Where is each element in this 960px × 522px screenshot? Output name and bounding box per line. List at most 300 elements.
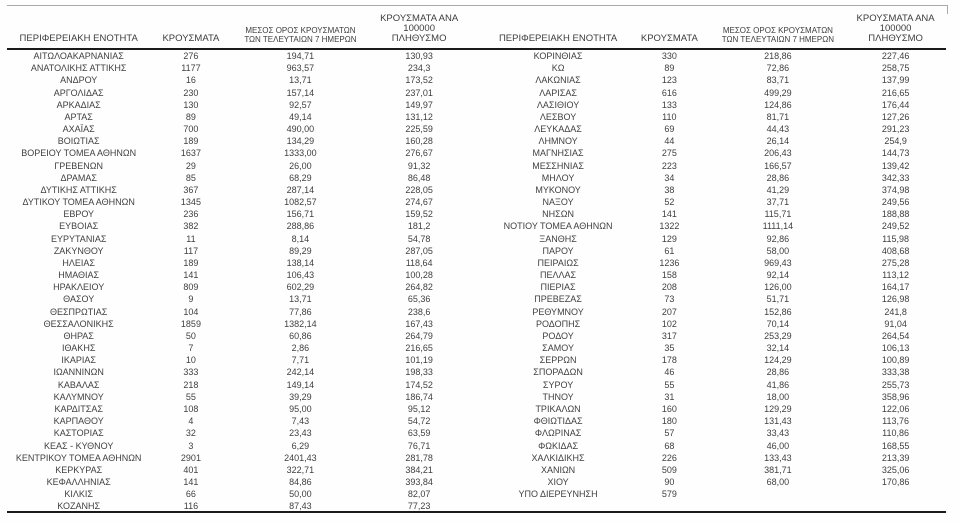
cases-cell: 104 — [183, 306, 199, 317]
table-row — [8, 111, 470, 123]
cases-cell: 35 — [664, 343, 675, 354]
header-per-100k — [845, 14, 946, 44]
avg7-cell: 68,00 — [766, 477, 790, 488]
per100k-cell: 287,05 — [405, 245, 433, 256]
per100k-cell: 254,9 — [884, 136, 907, 147]
table-row — [8, 269, 470, 281]
region-cell: ΦΩΚΙΔΑΣ — [538, 440, 579, 451]
region-cell: ΛΕΥΚΑΔΑΣ — [534, 124, 582, 135]
table-row — [488, 281, 946, 293]
per100k-cell: 249,52 — [881, 221, 910, 232]
cases-cell: 9 — [188, 294, 194, 305]
per100k-cell: 126,98 — [881, 294, 910, 305]
avg7-cell: 287,14 — [286, 184, 315, 195]
cases-cell: 330 — [661, 51, 677, 61]
per100k-cell: 95,12 — [407, 403, 431, 414]
avg7-cell: 92,86 — [766, 233, 790, 244]
header-per-100k-line1: ΚΡΟΥΣΜΑΤΑ ΑΝΑ 100000 — [380, 13, 459, 34]
top-border-line — [7, 5, 948, 6]
table-row — [488, 488, 946, 500]
table-row — [8, 306, 470, 318]
per100k-cell: 264,82 — [405, 282, 433, 293]
avg7-cell: 206,43 — [764, 148, 792, 159]
per100k-cell: 122,06 — [881, 403, 910, 414]
header-per-100k-line1: ΚΡΟΥΣΜΑΤΑ ΑΝΑ 100000 — [856, 13, 935, 34]
avg7-cell: 2,86 — [291, 343, 310, 354]
cases-cell: 180 — [661, 416, 677, 427]
table-row — [488, 62, 946, 74]
table-row — [8, 123, 470, 135]
avg7-cell: 2401,43 — [284, 452, 317, 463]
region-cell: ΘΑΣΟΥ — [63, 294, 95, 305]
table-row — [8, 379, 470, 391]
table-row — [488, 342, 946, 354]
region-cell: ΝΑΞΟΥ — [542, 197, 574, 208]
avg7-cell: 156,71 — [286, 209, 315, 220]
avg7-cell: 134,29 — [286, 136, 315, 147]
table-row — [488, 172, 946, 184]
region-cell: ΚΕΦΑΛΛΗΝΙΑΣ — [46, 477, 111, 488]
table-row — [8, 330, 470, 342]
region-cell: ΠΕΙΡΑΙΩΣ — [537, 257, 579, 268]
region-cell: ΕΒΡΟΥ — [63, 209, 95, 220]
avg7-cell: 84,86 — [289, 477, 312, 488]
per100k-cell: 216,65 — [405, 343, 433, 354]
region-cell: ΘΕΣΣΑΛΟΝΙΚΗΣ — [43, 318, 114, 329]
cases-cell: 16 — [185, 75, 196, 86]
avg7-cell: 288,86 — [286, 221, 315, 232]
cases-cell: 32 — [185, 428, 196, 439]
cases-cell: 141 — [661, 209, 677, 220]
per100k-cell: 408,68 — [881, 245, 910, 256]
table-row — [8, 245, 470, 257]
per100k-cell: 173,52 — [405, 75, 433, 86]
table-row — [8, 488, 470, 500]
per100k-cell: 291,23 — [881, 124, 910, 135]
per100k-cell: 100,89 — [881, 355, 910, 366]
avg7-cell: 18,00 — [766, 391, 790, 402]
per100k-cell: 333,38 — [881, 367, 910, 378]
table-row — [8, 184, 470, 196]
table-row — [8, 135, 470, 147]
region-cell: ΚΕΝΤΡΙΚΟΥ ΤΟΜΕΑ ΑΘΗΝΩΝ — [15, 452, 142, 463]
avg7-cell: 83,71 — [766, 75, 790, 86]
cases-cell: 382 — [183, 221, 199, 232]
region-cell: ΚΟΡΙΝΘΙΑΣ — [533, 51, 583, 61]
cases-cell: 1859 — [180, 318, 201, 329]
region-cell: ΠΕΛΛΑΣ — [540, 270, 577, 281]
avg7-cell: 253,29 — [764, 330, 792, 341]
header-cases: ΚΡΟΥΣΜΑΤΑ — [640, 33, 698, 44]
per100k-cell: 100,28 — [405, 270, 433, 281]
avg7-cell: 49,14 — [289, 111, 312, 122]
per100k-cell: 228,05 — [405, 184, 433, 195]
per100k-cell: 149,97 — [405, 99, 433, 110]
region-cell: ΡΟΔΟΥ — [542, 330, 574, 341]
table-row — [488, 330, 946, 342]
region-cell: ΠΑΡΟΥ — [542, 245, 574, 256]
region-cell: ΔΥΤΙΚΗΣ ΑΤΤΙΚΗΣ — [40, 184, 117, 195]
cases-cell: 38 — [664, 184, 675, 195]
avg7-cell: 28,86 — [766, 172, 790, 183]
avg7-cell: 46,00 — [766, 440, 790, 451]
table-row — [488, 123, 946, 135]
cases-cell: 34 — [664, 172, 675, 183]
per100k-cell: 238,6 — [407, 306, 431, 317]
table-header-row — [8, 14, 470, 47]
header-underline — [7, 48, 946, 50]
cases-cell: 189 — [183, 136, 199, 147]
table-row — [488, 160, 946, 172]
region-cell: ΛΕΣΒΟΥ — [539, 111, 577, 122]
cases-cell: 108 — [183, 403, 199, 414]
cases-cell: 141 — [183, 477, 199, 488]
table-row — [8, 391, 470, 403]
table-row — [488, 379, 946, 391]
table-row — [488, 111, 946, 123]
per100k-cell: 225,59 — [405, 124, 433, 135]
per100k-cell: 113,76 — [882, 416, 910, 427]
region-cell: ΤΡΙΚΑΛΩΝ — [535, 403, 581, 414]
region-cell: ΗΡΑΚΛΕΙΟΥ — [53, 282, 105, 293]
region-cell: ΛΑΣΙΘΙΟΥ — [536, 99, 580, 110]
per100k-cell: 384,21 — [405, 464, 433, 475]
avg7-cell: 152,86 — [764, 306, 792, 317]
cases-cell: 1177 — [181, 63, 201, 74]
table-row — [8, 172, 470, 184]
header-region: ΠΕΡΙΦΕΡΕΙΑΚΗ ΕΝΟΤΗΤΑ — [498, 33, 618, 44]
per100k-cell: 118,64 — [405, 257, 433, 268]
avg7-cell: 32,14 — [766, 343, 790, 354]
cases-cell: 89 — [664, 63, 675, 74]
avg7-cell: 1382,14 — [284, 318, 317, 329]
region-cell: ΚΩ — [551, 63, 565, 74]
per100k-cell: 127,26 — [881, 111, 910, 122]
avg7-cell: 89,29 — [289, 245, 312, 256]
region-cell: ΘΕΣΠΡΩΤΙΑΣ — [49, 306, 108, 317]
avg7-cell: 124,86 — [764, 99, 792, 110]
avg7-cell: 129,29 — [764, 403, 792, 414]
region-cell: ΣΥΡΟΥ — [542, 379, 574, 390]
cases-cell: 50 — [185, 330, 196, 341]
table-row — [488, 391, 946, 403]
avg7-cell: 37,71 — [766, 197, 790, 208]
avg7-cell: 41,86 — [766, 379, 790, 390]
per100k-cell: 113,12 — [882, 270, 910, 281]
region-cell: ΝΗΣΩΝ — [542, 209, 574, 220]
per100k-cell: 167,43 — [405, 318, 433, 329]
per100k-cell: 281,78 — [405, 452, 433, 463]
avg7-cell: 166,57 — [764, 160, 792, 171]
per100k-cell: 227,46 — [881, 51, 910, 61]
avg7-cell: 963,57 — [286, 63, 315, 74]
table-row — [488, 208, 946, 220]
avg7-cell: 1333,00 — [284, 148, 317, 159]
avg7-cell: 115,71 — [764, 209, 792, 220]
cases-cell: 31 — [664, 391, 675, 402]
avg7-cell: 138,14 — [286, 257, 315, 268]
cases-cell: 73 — [664, 294, 675, 305]
region-cell: ΣΠΟΡΑΔΩΝ — [533, 367, 583, 378]
avg7-cell: 81,71 — [766, 111, 790, 122]
cases-cell: 52 — [664, 197, 675, 208]
region-cell: ΡΕΘΥΜΝΟΥ — [532, 306, 584, 317]
region-cell: ΣΕΡΡΩΝ — [539, 355, 577, 366]
avg7-cell: 149,14 — [286, 379, 315, 390]
avg7-cell: 26,00 — [289, 160, 312, 171]
avg7-cell: 58,00 — [766, 245, 790, 256]
cases-cell: 1322 — [659, 221, 680, 232]
per100k-cell: 181,2 — [407, 221, 431, 232]
cases-cell: 89 — [185, 111, 196, 122]
avg7-cell: 1082,57 — [284, 197, 317, 208]
region-cell: ΛΑΚΩΝΙΑΣ — [535, 75, 581, 86]
cases-cell: 275 — [661, 148, 677, 159]
region-cell: ΣΑΜΟΥ — [542, 343, 574, 354]
region-cell: ΜΥΚΟΝΟΥ — [535, 184, 581, 195]
avg7-cell: 7,71 — [291, 355, 310, 366]
cases-cell: 700 — [183, 124, 199, 135]
avg7-cell: 41,29 — [766, 184, 790, 195]
region-cell: ΦΘΙΩΤΙΔΑΣ — [533, 416, 583, 427]
region-cell: ΑΝΔΡΟΥ — [60, 75, 98, 86]
region-cell: ΖΑΚΥΝΘΟΥ — [53, 245, 104, 256]
region-cell: ΙΚΑΡΙΑΣ — [61, 355, 96, 366]
avg7-cell: 92,14 — [766, 270, 790, 281]
cases-cell: 1236 — [659, 257, 680, 268]
avg7-cell: 51,71 — [766, 294, 790, 305]
cases-cell: 68 — [664, 440, 675, 451]
cases-cell: 401 — [183, 464, 199, 475]
header-7day-average-line2: ΤΩΝ ΤΕΛΕΥΤΑΙΩΝ 7 ΗΜΕΡΩΝ — [244, 35, 357, 44]
cases-cell: 7 — [188, 343, 194, 354]
cases-cell: 1637 — [180, 148, 201, 159]
cases-cell: 55 — [185, 391, 196, 402]
per100k-cell: 139,42 — [881, 160, 910, 171]
avg7-cell: 13,71 — [289, 294, 312, 305]
table-row — [488, 184, 946, 196]
table-row — [488, 50, 946, 62]
cases-cell: 230 — [183, 87, 199, 98]
table-row — [8, 452, 470, 464]
avg7-cell: 50,00 — [289, 489, 312, 500]
per100k-cell: 264,79 — [405, 330, 433, 341]
table-row — [8, 220, 470, 232]
per100k-cell: 176,44 — [881, 99, 910, 110]
table-row — [8, 147, 470, 159]
cases-cell: 2901 — [180, 452, 201, 463]
avg7-cell: 242,14 — [286, 367, 315, 378]
region-cell: ΙΩΑΝΝΙΝΩΝ — [53, 367, 104, 378]
cases-cell: 317 — [661, 330, 677, 341]
cases-cell: 29 — [185, 160, 196, 171]
region-cell: ΦΛΩΡΙΝΑΣ — [534, 428, 582, 439]
per100k-cell: 274,67 — [405, 197, 433, 208]
avg7-cell: 23,43 — [289, 428, 312, 439]
table-row — [8, 50, 470, 62]
table-row — [8, 403, 470, 415]
header-per-100k — [368, 14, 470, 44]
table-row — [488, 220, 946, 232]
region-cell: ΛΗΜΝΟΥ — [538, 136, 578, 147]
region-cell: ΗΛΕΙΑΣ — [62, 257, 95, 268]
table-row — [488, 318, 946, 330]
table-row — [488, 440, 946, 452]
cases-cell: 223 — [661, 160, 677, 171]
table-row — [488, 403, 946, 415]
table-row — [8, 318, 470, 330]
avg7-cell: 44,43 — [766, 124, 790, 135]
region-cell: ΕΥΒΟΙΑΣ — [59, 221, 99, 232]
cases-cell: 57 — [664, 428, 675, 439]
per100k-cell: 255,73 — [881, 379, 910, 390]
avg7-cell: 969,43 — [764, 257, 792, 268]
cases-cell: 579 — [661, 489, 677, 500]
bottom-border-line — [7, 511, 946, 513]
per100k-cell: 82,07 — [407, 489, 431, 500]
per100k-cell: 137,99 — [881, 75, 910, 86]
region-cell: ΥΠΟ ΔΙΕΡΕΥΝΗΣΗ — [518, 489, 598, 500]
avg7-cell: 60,86 — [289, 330, 312, 341]
region-cell: ΑΡΚΑΔΙΑΣ — [56, 99, 101, 110]
per100k-cell: 65,36 — [407, 294, 431, 305]
per100k-cell: 258,75 — [881, 63, 910, 74]
avg7-cell: 106,43 — [286, 270, 315, 281]
cases-cell: 178 — [661, 355, 677, 366]
cases-cell: 133 — [661, 99, 677, 110]
cases-cell: 10 — [185, 355, 196, 366]
per100k-cell — [845, 488, 946, 500]
table-row — [8, 233, 470, 245]
header-7day-average-line2: ΤΩΝ ΤΕΛΕΥΤΑΙΩΝ 7 ΗΜΕΡΩΝ — [721, 35, 834, 44]
per100k-cell: 188,88 — [881, 209, 910, 220]
per100k-cell: 249,56 — [881, 197, 910, 208]
table-row — [488, 99, 946, 111]
cases-cell: 123 — [661, 75, 677, 86]
per100k-cell: 393,84 — [405, 477, 433, 488]
region-cell: ΜΗΛΟΥ — [541, 172, 575, 183]
avg7-cell: 28,86 — [766, 367, 790, 378]
header-per-100k-line2: ΠΛΗΘΥΣΜΟ — [391, 33, 447, 44]
region-cell: ΑΡΤΑΣ — [64, 111, 93, 122]
table-row — [8, 160, 470, 172]
region-cell: ΠΡΕΒΕΖΑΣ — [534, 294, 582, 305]
per100k-cell: 198,33 — [405, 367, 433, 378]
header-7day-average — [711, 26, 846, 44]
avg7-cell — [711, 488, 846, 500]
avg7-cell: 72,86 — [766, 63, 790, 74]
cases-cell: 1345 — [180, 197, 201, 208]
avg7-cell: 131,43 — [764, 416, 792, 427]
per100k-cell: 358,96 — [881, 391, 910, 402]
per100k-cell: 110,86 — [882, 428, 910, 439]
per100k-cell: 106,13 — [881, 343, 910, 354]
region-cell: ΝΟΤΙΟΥ ΤΟΜΕΑ ΑΘΗΝΩΝ — [503, 221, 613, 232]
table-row — [488, 476, 946, 488]
cases-cell: 130 — [183, 99, 199, 110]
region-cell: ΚΑΡΔΙΤΣΑΣ — [54, 403, 103, 414]
cases-cell: 102 — [661, 318, 677, 329]
avg7-cell: 381,71 — [764, 464, 792, 475]
table-row — [488, 306, 946, 318]
per100k-cell: 131,12 — [405, 111, 433, 122]
region-cell: ΛΑΡΙΣΑΣ — [539, 87, 577, 98]
region-cell: ΒΟΡΕΙΟΥ ΤΟΜΕΑ ΑΘΗΝΩΝ — [21, 148, 137, 159]
cases-cell: 3 — [188, 440, 194, 451]
table-row — [8, 476, 470, 488]
region-cell: ΤΗΝΟΥ — [542, 391, 574, 402]
avg7-cell: 1111,14 — [762, 221, 794, 232]
per100k-cell: 264,54 — [881, 330, 910, 341]
avg7-cell: 322,71 — [286, 464, 315, 475]
table-body-right — [488, 50, 946, 500]
table-row — [8, 196, 470, 208]
per100k-cell: 54,78 — [407, 233, 431, 244]
region-cell: ΡΟΔΟΠΗΣ — [535, 318, 581, 329]
header-cases: ΚΡΟΥΣΜΑΤΑ — [162, 33, 220, 44]
per100k-cell: 101,19 — [405, 355, 433, 366]
table-row — [8, 257, 470, 269]
avg7-cell: 194,71 — [286, 51, 315, 61]
region-cell: ΧΑΛΚΙΔΙΚΗΣ — [531, 452, 585, 463]
table-row — [488, 452, 946, 464]
table-row — [8, 62, 470, 74]
cases-cell: 4 — [188, 416, 194, 427]
per100k-cell: 276,67 — [405, 148, 433, 159]
header-region: ΠΕΡΙΦΕΡΕΙΑΚΗ ΕΝΟΤΗΤΑ — [19, 33, 138, 44]
cases-table-left — [8, 14, 470, 513]
table-row — [488, 415, 946, 427]
region-cell: ΗΜΑΘΙΑΣ — [58, 270, 100, 281]
cases-cell: 61 — [664, 245, 675, 256]
avg7-cell: 92,57 — [289, 99, 312, 110]
avg7-cell: 70,14 — [766, 318, 790, 329]
region-cell: ΚΑΛΥΜΝΟΥ — [53, 391, 104, 402]
cases-cell: 616 — [661, 87, 677, 98]
region-cell: ΕΥΡΥΤΑΝΙΑΣ — [50, 233, 107, 244]
per100k-cell: 170,86 — [881, 477, 910, 488]
avg7-cell: 26,14 — [766, 136, 790, 147]
region-cell: ΙΘΑΚΗΣ — [61, 343, 96, 354]
avg7-cell: 87,43 — [289, 501, 312, 512]
header-per-100k-line2: ΠΛΗΘΥΣΜΟ — [868, 33, 923, 44]
avg7-cell: 499,29 — [764, 87, 792, 98]
header-7day-average-line1: ΜΕΣΟΣ ΟΡΟΣ ΚΡΟΥΣΜΑΤΩΝ — [722, 26, 833, 35]
per100k-cell: 213,39 — [881, 452, 910, 463]
cases-cell: 55 — [664, 379, 675, 390]
region-cell: ΑΙΤΩΛΟΑΚΑΡΝΑΝΙΑΣ — [33, 51, 124, 61]
per100k-cell: 241,8 — [884, 306, 907, 317]
table-row — [488, 147, 946, 159]
table-row — [488, 233, 946, 245]
region-cell: ΚΑΣΤΟΡΙΑΣ — [53, 428, 104, 439]
region-cell: ΚΑΡΠΑΘΟΥ — [53, 416, 104, 427]
cases-cell: 44 — [664, 136, 675, 147]
region-cell: ΑΡΓΟΛΙΔΑΣ — [53, 87, 104, 98]
cases-cell: 226 — [661, 452, 677, 463]
per100k-cell: 164,17 — [881, 282, 910, 293]
avg7-cell: 13,71 — [289, 75, 312, 86]
region-cell: ΘΗΡΑΣ — [63, 330, 94, 341]
per100k-cell: 325,06 — [881, 464, 910, 475]
table-row — [488, 269, 946, 281]
per100k-cell: 159,52 — [405, 209, 433, 220]
table-row — [488, 87, 946, 99]
cases-cell: 208 — [661, 282, 677, 293]
table-row — [8, 366, 470, 378]
per100k-cell: 91,32 — [407, 160, 431, 171]
region-cell: ΑΧΑΪΑΣ — [62, 124, 95, 135]
